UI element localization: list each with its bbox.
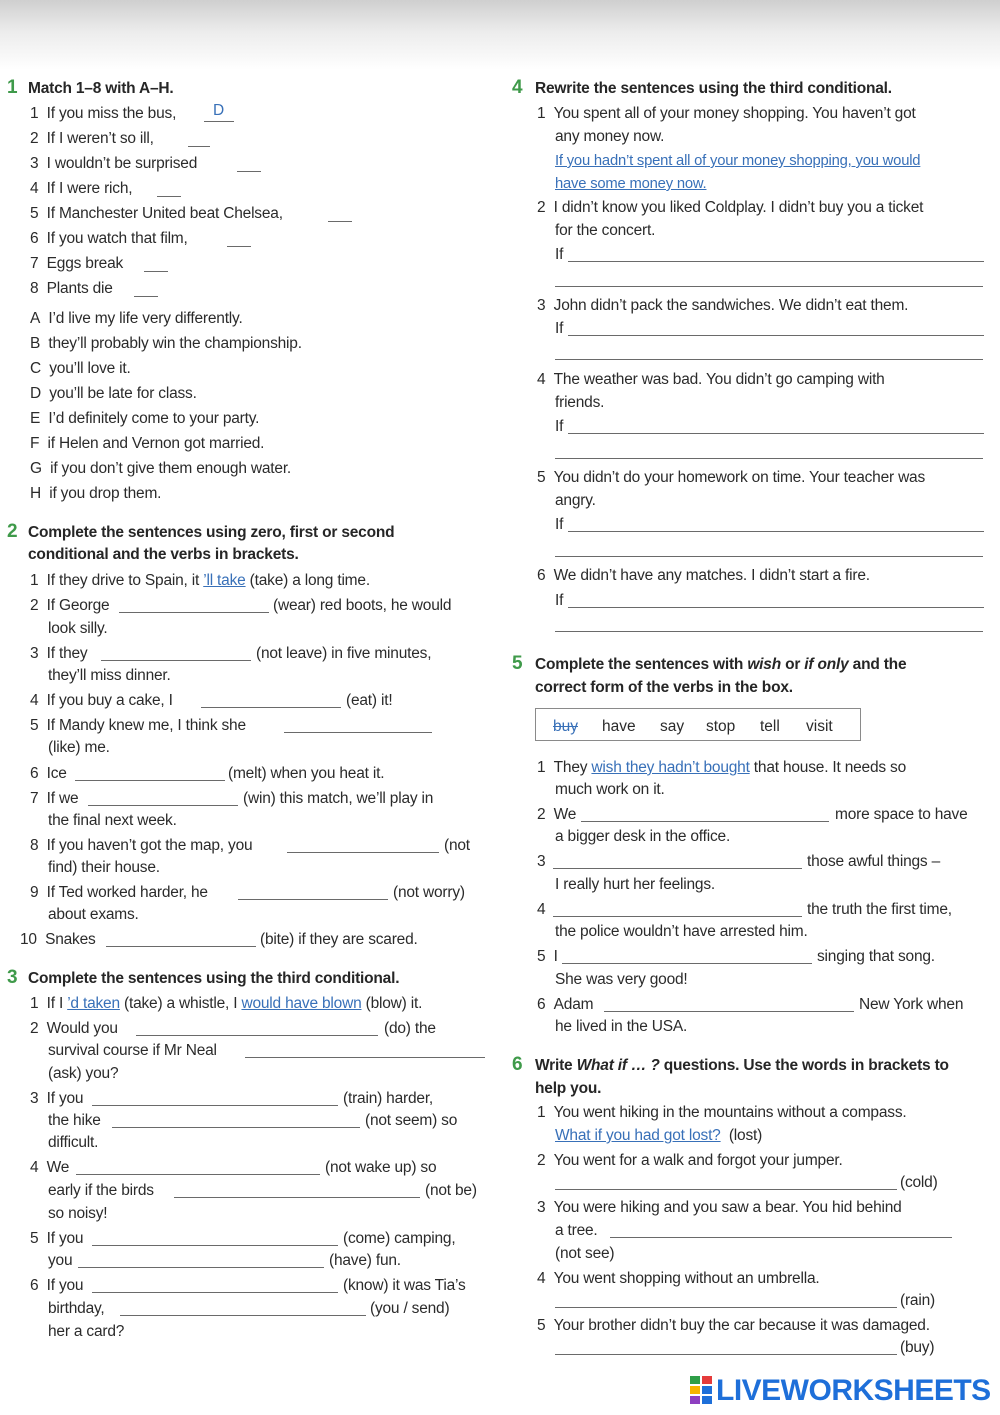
logo-grid-icon — [690, 1376, 714, 1404]
page-top-shadow — [0, 0, 1000, 70]
list-item: 9 If Ted worked harder, he — [30, 884, 208, 901]
list-item: 8 If you haven’t got the map, you — [30, 837, 253, 854]
list-item-text: the final next week. — [48, 812, 177, 829]
list-item: 1 If I ’d taken (take) a whistle, I would have blown (blow) it. — [30, 995, 423, 1012]
answer-blank[interactable] — [245, 1057, 485, 1058]
exercise-6-title-line2: help you. — [535, 1080, 602, 1097]
list-item-text: much work on it. — [555, 781, 665, 798]
list-item-text: (like) me. — [48, 739, 110, 756]
list-item-text: (train) harder, — [343, 1090, 434, 1107]
list-item: 3 If you — [30, 1090, 84, 1107]
word-box-item: buy — [553, 718, 578, 735]
list-item-text: the truth the first time, — [807, 901, 952, 918]
list-item-text: early if the birds — [48, 1182, 154, 1199]
list-item: 1 If you miss the bus, — [30, 105, 177, 122]
list-item: 5 Your brother didn’t buy the car because it was damaged. — [537, 1317, 930, 1334]
list-item: 1 If they drive to Spain, it ’ll take (take) a long time. — [30, 572, 370, 589]
if-label: If — [555, 418, 564, 435]
if-label: If — [555, 246, 564, 263]
list-item-text: they’ll miss dinner. — [48, 667, 171, 684]
answer-text: would have blown — [241, 995, 362, 1012]
list-item: 1 They wish they hadn’t bought that house. It needs so — [537, 759, 907, 776]
list-item: 4 The weather was bad. You didn’t go camping with — [537, 371, 885, 388]
answer-blank[interactable] — [144, 271, 168, 272]
list-item-text: difficult. — [48, 1134, 99, 1151]
list-item: H if you drop them. — [30, 485, 162, 502]
list-item-text: he lived in the USA. — [555, 1018, 688, 1035]
list-item-text: singing that song. — [817, 948, 935, 965]
answer-blank[interactable] — [610, 1237, 952, 1238]
exercise-1-number: 1 — [7, 77, 18, 98]
list-item: 7 If we — [30, 790, 79, 807]
list-item: 2 You went for a walk and forgot your jumper. — [537, 1152, 843, 1169]
list-item: C you’ll love it. — [30, 360, 131, 377]
list-item: 8 Plants die — [30, 280, 113, 297]
list-item-text: (not wake up) so — [325, 1159, 437, 1176]
word-box-item: tell — [760, 718, 780, 735]
answer-blank[interactable] — [106, 946, 256, 947]
list-item-text: (wear) red boots, he would — [273, 597, 452, 614]
list-item-text: (not — [444, 837, 470, 854]
list-item: 6 If you — [30, 1277, 84, 1294]
list-item-text: New York when — [859, 996, 964, 1013]
list-item-text: a tree. — [555, 1222, 598, 1239]
answer-text: What if you had got lost? — [555, 1127, 721, 1144]
list-item-text: (not be) — [425, 1182, 477, 1199]
list-item-text: survival course if Mr Neal — [48, 1042, 217, 1059]
exercise-2-title-line2: conditional and the verbs in brackets. — [28, 546, 299, 563]
answer-blank[interactable] — [92, 1292, 338, 1293]
answer-text: If you hadn’t spent all of your money shopping, you would — [555, 153, 921, 169]
list-item-text: a bigger desk in the office. — [555, 828, 731, 845]
answer-blank[interactable] — [134, 296, 158, 297]
list-item: 4 — [537, 901, 546, 918]
answer-blank[interactable] — [204, 121, 234, 122]
list-item-text: (rain) — [900, 1292, 935, 1309]
list-item: 2 If George — [30, 597, 110, 614]
word-box — [535, 708, 861, 741]
exercise-6-title: Write What if … ? questions. Use the words in brackets to — [535, 1057, 949, 1074]
list-item-text: (not see) — [555, 1245, 615, 1262]
list-item: 1 You went hiking in the mountains without a compass. — [537, 1104, 907, 1121]
exercise-4-title: Rewrite the sentences using the third conditional. — [535, 80, 892, 97]
answer-blank[interactable] — [238, 899, 388, 900]
list-item: 2 If I weren’t so ill, — [30, 130, 154, 147]
list-item: D you’ll be late for class. — [30, 385, 197, 402]
answer-blank[interactable] — [78, 1267, 324, 1268]
exercise-3-title: Complete the sentences using the third conditional. — [28, 970, 400, 987]
answer-blank[interactable] — [555, 556, 983, 557]
exercise-1-title: Match 1–8 with A–H. — [28, 80, 174, 97]
list-item-text: (melt) when you heat it. — [228, 765, 385, 782]
exercise-3-number: 3 — [7, 967, 18, 988]
list-item: 2 We — [537, 806, 577, 823]
list-item-text: (not worry) — [393, 884, 465, 901]
list-item: 5 If you — [30, 1230, 84, 1247]
list-item-text: She was very good! — [555, 971, 688, 988]
answer-blank[interactable] — [568, 335, 984, 336]
list-item-text: so noisy! — [48, 1205, 108, 1222]
list-item: 3 — [537, 853, 546, 870]
list-item-text: look silly. — [48, 620, 108, 637]
list-item: 6 We didn’t have any matches. I didn’t start a fire. — [537, 567, 870, 584]
answer-text: wish they hadn’t bought — [591, 759, 750, 776]
if-label: If — [555, 320, 564, 337]
list-item-text: friends. — [555, 394, 605, 411]
answer-blank[interactable] — [555, 359, 983, 360]
list-item-text: angry. — [555, 492, 596, 509]
list-item: 2 I didn’t know you liked Coldplay. I didn’t buy you a ticket — [537, 199, 924, 216]
list-item: 4 If you buy a cake, I — [30, 692, 173, 709]
answer-blank[interactable] — [120, 1315, 366, 1316]
list-item-text: you — [48, 1252, 73, 1269]
list-item: 4 You went shopping without an umbrella. — [537, 1270, 820, 1287]
exercise-6-number: 6 — [512, 1054, 523, 1075]
list-item-text: (come) camping, — [343, 1230, 456, 1247]
list-item: B they’ll probably win the championship. — [30, 335, 302, 352]
list-item: 3 If they — [30, 645, 88, 662]
answer-text: ’d taken — [67, 995, 120, 1012]
answer-blank[interactable] — [136, 1035, 378, 1036]
list-item-text: I really hurt her feelings. — [555, 876, 716, 893]
list-item: 6 If you watch that film, — [30, 230, 188, 247]
word-box-item: say — [660, 718, 685, 735]
answer-blank[interactable] — [76, 1174, 320, 1175]
answer-blank[interactable] — [562, 963, 812, 964]
list-item: 10 Snakes — [20, 931, 96, 948]
answer-blank[interactable] — [555, 1354, 897, 1355]
if-label: If — [555, 516, 564, 533]
list-item-text: (cold) — [900, 1174, 938, 1191]
list-item-text: find) their house. — [48, 859, 160, 876]
answer-text: have some money now. — [555, 176, 707, 192]
answer-blank[interactable] — [119, 612, 269, 613]
list-item: 3 I wouldn’t be surprised — [30, 155, 198, 172]
list-item: 5 You didn’t do your homework on time. Your teacher was — [537, 469, 926, 486]
if-label: If — [555, 592, 564, 609]
answer-blank[interactable] — [174, 1197, 420, 1198]
answer-blank[interactable] — [553, 916, 802, 917]
answer-blank[interactable] — [555, 286, 983, 287]
list-item-text: (not leave) in five minutes, — [256, 645, 432, 662]
exercise-5-title: Complete the sentences with wish or if only and the — [535, 656, 907, 673]
list-item: 6 Adam — [537, 996, 594, 1013]
exercise-4-number: 4 — [512, 77, 523, 98]
answer-blank[interactable] — [581, 821, 829, 822]
list-item-text: (ask) you? — [48, 1065, 119, 1082]
list-item: 3 John didn’t pack the sandwiches. We didn’t eat them. — [537, 297, 909, 314]
list-item: 3 You were hiking and you saw a bear. You hid behind — [537, 1199, 902, 1216]
list-item-text: the police wouldn’t have arrested him. — [555, 923, 808, 940]
list-item-text: (do) the — [384, 1020, 436, 1037]
list-item-text: (you / send) — [370, 1300, 450, 1317]
answer-blank[interactable] — [75, 780, 225, 781]
list-item-text: (have) fun. — [329, 1252, 401, 1269]
answer-blank[interactable] — [88, 805, 238, 806]
answer-blank[interactable] — [555, 458, 983, 459]
answer-blank[interactable] — [237, 171, 261, 172]
list-item-text: those awful things – — [807, 853, 941, 870]
answer-blank[interactable] — [568, 531, 984, 532]
answer-blank[interactable] — [287, 852, 439, 853]
answer-text: ’ll take — [203, 572, 246, 589]
list-item: F if Helen and Vernon got married. — [30, 435, 265, 452]
list-item: 4 We — [30, 1159, 70, 1176]
list-item-text: (buy) — [900, 1339, 935, 1356]
list-item: 1 You spent all of your money shopping. You haven’t got — [537, 105, 916, 122]
list-item: 6 Ice — [30, 765, 67, 782]
answer-blank[interactable] — [555, 1189, 897, 1190]
list-item: 7 Eggs break — [30, 255, 124, 272]
answer-blank[interactable] — [555, 1307, 897, 1308]
answer-blank[interactable] — [284, 732, 432, 733]
exercise-5-number: 5 — [512, 653, 523, 674]
list-item-text: any money now. — [555, 128, 665, 145]
answer-text: D — [213, 102, 224, 119]
answer-blank[interactable] — [568, 433, 984, 434]
logo-text: LIVEWORKSHEETS — [716, 1374, 991, 1407]
list-item-text: (know) it was Tia’s — [343, 1277, 466, 1294]
list-item: E I’d definitely come to your party. — [30, 410, 260, 427]
answer-blank[interactable] — [227, 246, 251, 247]
list-item: 5 If Mandy knew me, I think she — [30, 717, 246, 734]
list-item-text: (not seem) so — [365, 1112, 458, 1129]
list-item-text: about exams. — [48, 906, 139, 923]
list-item-text: the hike — [48, 1112, 101, 1129]
exercise-2-number: 2 — [7, 521, 18, 542]
list-item-text: What if you had got lost? (lost) — [555, 1127, 763, 1144]
list-item: 2 Would you — [30, 1020, 118, 1037]
answer-blank[interactable] — [92, 1105, 338, 1106]
answer-blank[interactable] — [188, 146, 210, 147]
list-item: A I’d live my life very differently. — [30, 310, 243, 327]
answer-blank[interactable] — [328, 221, 352, 222]
list-item-text: birthday, — [48, 1300, 105, 1317]
answer-blank[interactable] — [553, 868, 802, 869]
list-item-text: (win) this match, we’ll play in — [243, 790, 434, 807]
answer-blank[interactable] — [201, 707, 341, 708]
list-item: 5 If Manchester United beat Chelsea, — [30, 205, 283, 222]
answer-blank[interactable] — [112, 1127, 360, 1128]
list-item-text: her a card? — [48, 1323, 125, 1340]
word-box-item: visit — [806, 718, 833, 735]
answer-blank[interactable] — [92, 1245, 338, 1246]
list-item-text: (eat) it! — [346, 692, 393, 709]
list-item-text: more space to have — [835, 806, 968, 823]
answer-blank[interactable] — [101, 660, 251, 661]
list-item-text: (bite) if they are scared. — [260, 931, 418, 948]
answer-blank[interactable] — [157, 196, 181, 197]
exercise-2-title: Complete the sentences using zero, first or second — [28, 524, 395, 541]
exercise-5-title-line2: correct form of the verbs in the box. — [535, 679, 793, 696]
word-box-item: have — [602, 718, 636, 735]
list-item: 5 I — [537, 948, 558, 965]
list-item: G if you don’t give them enough water. — [30, 460, 292, 477]
answer-blank[interactable] — [555, 631, 983, 632]
answer-blank[interactable] — [568, 607, 984, 608]
list-item-text: for the concert. — [555, 222, 656, 239]
answer-blank[interactable] — [568, 261, 984, 262]
word-box-item: stop — [706, 718, 736, 735]
answer-blank[interactable] — [604, 1011, 854, 1012]
list-item: 4 If I were rich, — [30, 180, 133, 197]
